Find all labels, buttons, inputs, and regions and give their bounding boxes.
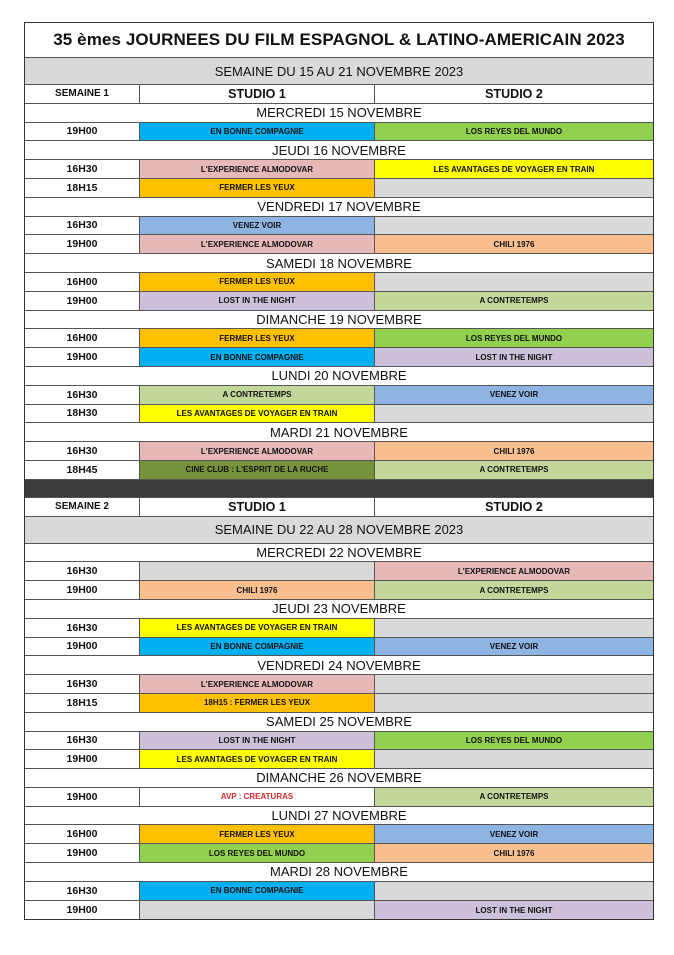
studio-1-film: CHILI 1976 bbox=[140, 581, 375, 599]
day-heading: SAMEDI 25 NOVEMBRE bbox=[25, 713, 653, 732]
day-heading: VENDREDI 17 NOVEMBRE bbox=[25, 198, 653, 217]
studio-2-header: STUDIO 2 bbox=[485, 86, 543, 101]
table-row bbox=[25, 750, 653, 769]
day-heading: MERCREDI 15 NOVEMBRE bbox=[25, 104, 653, 123]
showtime: 19H00 bbox=[25, 788, 140, 806]
week-label: SEMAINE 1 bbox=[25, 85, 140, 103]
table-row bbox=[25, 179, 653, 198]
studio-1-film: EN BONNE COMPAGNIE bbox=[140, 348, 375, 366]
studio-1-film: LOS REYES DEL MUNDO bbox=[140, 844, 375, 862]
studio-1-film: EN BONNE COMPAGNIE bbox=[140, 882, 375, 900]
studio-1-film: FERMER LES YEUX bbox=[140, 825, 375, 843]
studio-2-header: STUDIO 2 bbox=[485, 499, 543, 514]
studio-1-film: LES AVANTAGES DE VOYAGER EN TRAIN bbox=[140, 405, 375, 423]
studio-1-film: FERMER LES YEUX bbox=[140, 329, 375, 347]
studio-2-film: VENEZ VOIR bbox=[375, 638, 653, 656]
table-row bbox=[25, 160, 653, 179]
studio-2-film: CHILI 1976 bbox=[375, 442, 653, 460]
studio-2-film bbox=[375, 217, 653, 235]
showtime: 19H00 bbox=[25, 750, 140, 768]
page-title: 35 èmes JOURNEES DU FILM ESPAGNOL & LATINO-AMERICAIN 2023 bbox=[25, 23, 653, 58]
schedule-table bbox=[24, 22, 654, 920]
showtime: 16H30 bbox=[25, 160, 140, 178]
table-row bbox=[25, 619, 653, 638]
showtime: 16H30 bbox=[25, 675, 140, 693]
week-range-banner: SEMAINE DU 15 AU 21 NOVEMBRE 2023 bbox=[25, 58, 653, 85]
studio-2-film bbox=[375, 882, 653, 900]
showtime: 16H30 bbox=[25, 442, 140, 460]
table-row bbox=[25, 442, 653, 461]
studio-1-film: L'EXPERIENCE ALMODOVAR bbox=[140, 160, 375, 178]
day-heading: LUNDI 27 NOVEMBRE bbox=[25, 807, 653, 826]
table-row bbox=[25, 405, 653, 424]
showtime: 19H00 bbox=[25, 844, 140, 862]
studio-1-film: 18H15 : FERMER LES YEUX bbox=[140, 694, 375, 712]
showtime: 16H30 bbox=[25, 619, 140, 637]
studio-1-film: LOST IN THE NIGHT bbox=[140, 732, 375, 750]
showtime: 16H30 bbox=[25, 732, 140, 750]
studio-1-film: LES AVANTAGES DE VOYAGER EN TRAIN bbox=[140, 619, 375, 637]
table-row bbox=[25, 694, 653, 713]
showtime: 19H00 bbox=[25, 292, 140, 310]
studio-2-film bbox=[375, 179, 653, 197]
day-heading: VENDREDI 24 NOVEMBRE bbox=[25, 656, 653, 675]
showtime: 16H30 bbox=[25, 882, 140, 900]
studio-1-film: L'EXPERIENCE ALMODOVAR bbox=[140, 675, 375, 693]
studio-2-film: LOS REYES DEL MUNDO bbox=[375, 123, 653, 141]
studio-2-film: VENEZ VOIR bbox=[375, 825, 653, 843]
studio-1-film: VENEZ VOIR bbox=[140, 217, 375, 235]
studio-1-film: LES AVANTAGES DE VOYAGER EN TRAIN bbox=[140, 750, 375, 768]
studio-2-film bbox=[375, 405, 653, 423]
day-heading: JEUDI 16 NOVEMBRE bbox=[25, 141, 653, 160]
table-row bbox=[25, 675, 653, 694]
studio-2-film bbox=[375, 694, 653, 712]
table-row bbox=[25, 123, 653, 142]
showtime: 16H30 bbox=[25, 386, 140, 404]
table-row bbox=[25, 348, 653, 367]
studio-1-film: AVP : CREATURAS bbox=[140, 788, 375, 806]
studio-1-film bbox=[140, 562, 375, 580]
studio-2-film bbox=[375, 675, 653, 693]
studio-2-film: CHILI 1976 bbox=[375, 844, 653, 862]
studio-1-film bbox=[140, 901, 375, 920]
day-heading: DIMANCHE 26 NOVEMBRE bbox=[25, 769, 653, 788]
showtime: 16H30 bbox=[25, 562, 140, 580]
studio-2-film: LOST IN THE NIGHT bbox=[375, 348, 653, 366]
week-label: SEMAINE 2 bbox=[25, 498, 140, 516]
showtime: 19H00 bbox=[25, 581, 140, 599]
studio-1-film: A CONTRETEMPS bbox=[140, 386, 375, 404]
showtime: 18H45 bbox=[25, 461, 140, 479]
table-row bbox=[25, 732, 653, 751]
studio-1-film: L'EXPERIENCE ALMODOVAR bbox=[140, 442, 375, 460]
studio-1-film: LOST IN THE NIGHT bbox=[140, 292, 375, 310]
table-row bbox=[25, 825, 653, 844]
studio-2-film: L'EXPERIENCE ALMODOVAR bbox=[375, 562, 653, 580]
day-heading: MARDI 28 NOVEMBRE bbox=[25, 863, 653, 882]
studio-2-film: LES AVANTAGES DE VOYAGER EN TRAIN bbox=[375, 160, 653, 178]
week-range-banner: SEMAINE DU 22 AU 28 NOVEMBRE 2023 bbox=[25, 517, 653, 544]
showtime: 19H00 bbox=[25, 638, 140, 656]
studio-1-film: FERMER LES YEUX bbox=[140, 273, 375, 291]
table-row bbox=[25, 788, 653, 807]
table-row bbox=[25, 386, 653, 405]
studio-1-film: L'EXPERIENCE ALMODOVAR bbox=[140, 235, 375, 253]
studio-1-film: EN BONNE COMPAGNIE bbox=[140, 123, 375, 141]
studio-1-header: STUDIO 1 bbox=[140, 498, 375, 516]
studio-2-film: A CONTRETEMPS bbox=[375, 581, 653, 599]
week-separator bbox=[25, 480, 653, 498]
week-header-row bbox=[25, 85, 653, 104]
showtime: 18H15 bbox=[25, 694, 140, 712]
day-heading: JEUDI 23 NOVEMBRE bbox=[25, 600, 653, 619]
showtime: 19H00 bbox=[25, 123, 140, 141]
studio-2-film: A CONTRETEMPS bbox=[375, 292, 653, 310]
studio-1-film: EN BONNE COMPAGNIE bbox=[140, 638, 375, 656]
studio-2-film: A CONTRETEMPS bbox=[375, 461, 653, 479]
showtime: 19H00 bbox=[25, 901, 140, 920]
studio-2-film: A CONTRETEMPS bbox=[375, 788, 653, 806]
table-row bbox=[25, 329, 653, 348]
table-row bbox=[25, 235, 653, 254]
table-row bbox=[25, 273, 653, 292]
studio-2-film bbox=[375, 273, 653, 291]
studio-2-film: VENEZ VOIR bbox=[375, 386, 653, 404]
table-row bbox=[25, 581, 653, 600]
table-row bbox=[25, 882, 653, 901]
table-row bbox=[25, 217, 653, 236]
studio-2-film bbox=[375, 619, 653, 637]
day-heading: DIMANCHE 19 NOVEMBRE bbox=[25, 311, 653, 330]
showtime: 16H00 bbox=[25, 329, 140, 347]
studio-1-film: FERMER LES YEUX bbox=[140, 179, 375, 197]
showtime: 16H30 bbox=[25, 217, 140, 235]
table-row bbox=[25, 638, 653, 657]
studio-1-film: CINE CLUB : L'ESPRIT DE LA RUCHE bbox=[140, 461, 375, 479]
day-heading: MARDI 21 NOVEMBRE bbox=[25, 423, 653, 442]
day-heading: MERCREDI 22 NOVEMBRE bbox=[25, 544, 653, 563]
showtime: 18H30 bbox=[25, 405, 140, 423]
week-header-row bbox=[25, 498, 653, 517]
studio-2-film: LOST IN THE NIGHT bbox=[375, 901, 653, 920]
table-row bbox=[25, 461, 653, 480]
day-heading: LUNDI 20 NOVEMBRE bbox=[25, 367, 653, 386]
table-row bbox=[25, 292, 653, 311]
studio-1-header: STUDIO 1 bbox=[140, 85, 375, 103]
showtime: 19H00 bbox=[25, 235, 140, 253]
showtime: 18H15 bbox=[25, 179, 140, 197]
studio-2-film: LOS REYES DEL MUNDO bbox=[375, 732, 653, 750]
studio-2-film: LOS REYES DEL MUNDO bbox=[375, 329, 653, 347]
showtime: 19H00 bbox=[25, 348, 140, 366]
showtime: 16H00 bbox=[25, 825, 140, 843]
table-row bbox=[25, 562, 653, 581]
day-heading: SAMEDI 18 NOVEMBRE bbox=[25, 254, 653, 273]
table-row bbox=[25, 844, 653, 863]
showtime: 16H00 bbox=[25, 273, 140, 291]
table-row bbox=[25, 901, 653, 920]
studio-2-film bbox=[375, 750, 653, 768]
studio-2-film: CHILI 1976 bbox=[375, 235, 653, 253]
